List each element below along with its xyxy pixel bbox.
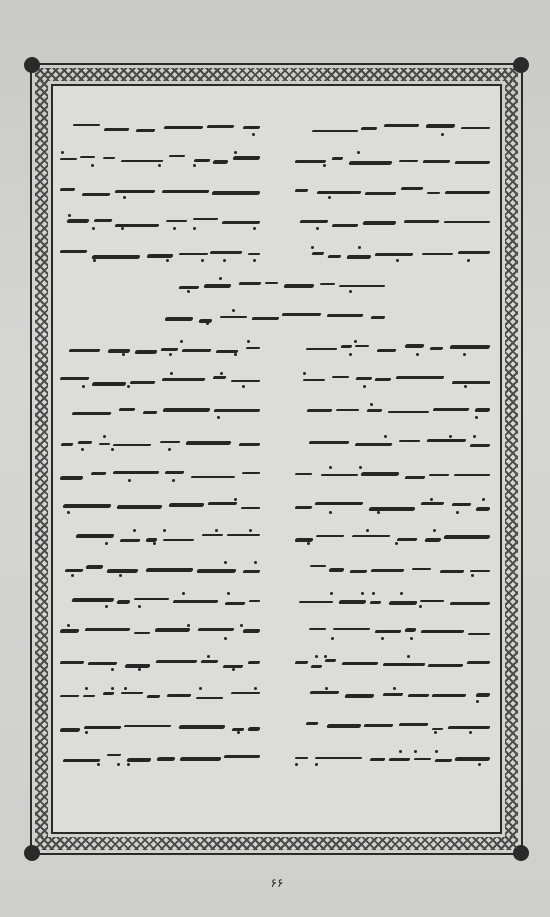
hemistich-handwriting <box>295 465 490 483</box>
hemistich-handwriting <box>60 591 260 609</box>
hemistich-handwriting <box>295 213 490 231</box>
page-number: ۶۶ <box>270 876 284 890</box>
verse-line <box>60 616 490 648</box>
corner-ornament <box>513 57 529 73</box>
hemistich-handwriting <box>295 623 490 641</box>
verse-line <box>60 742 490 774</box>
hemistich-handwriting <box>60 623 260 641</box>
hemistich-handwriting <box>295 339 490 357</box>
hemistich-handwriting <box>60 119 260 137</box>
hemistich-handwriting <box>295 717 490 735</box>
corner-ornament <box>24 845 40 861</box>
hemistich-handwriting <box>295 402 490 420</box>
hemistich-handwriting <box>60 717 260 735</box>
verse-line <box>60 459 490 491</box>
hemistich-handwriting <box>60 213 260 231</box>
verse-line <box>60 396 490 428</box>
hemistich-handwriting <box>295 591 490 609</box>
corner-ornament <box>24 57 40 73</box>
hemistich-handwriting <box>295 371 490 389</box>
hemistich-handwriting <box>165 308 385 326</box>
hemistich-handwriting <box>295 654 490 672</box>
hemistich-handwriting <box>60 434 260 452</box>
verse-line <box>60 427 490 459</box>
hemistich-handwriting <box>60 749 260 767</box>
hemistich-handwriting <box>295 560 490 578</box>
hemistich-handwriting <box>295 119 490 137</box>
hemistich-handwriting <box>295 434 490 452</box>
hemistich-handwriting <box>60 528 260 546</box>
hemistich-handwriting <box>60 150 260 168</box>
hemistich-handwriting <box>295 245 490 263</box>
hemistich-handwriting <box>60 182 260 200</box>
hemistich-handwriting <box>60 371 260 389</box>
hemistich-handwriting <box>60 245 260 263</box>
hemistich-handwriting <box>295 150 490 168</box>
hemistich-handwriting <box>60 497 260 515</box>
verse-line <box>60 679 490 711</box>
hemistich-handwriting <box>60 654 260 672</box>
verse-line <box>60 301 490 333</box>
verse-line <box>60 112 490 144</box>
hemistich-handwriting <box>295 528 490 546</box>
verse-line <box>60 144 490 176</box>
verse-line <box>60 522 490 554</box>
hemistich-handwriting <box>60 339 260 357</box>
hemistich-handwriting <box>295 497 490 515</box>
hemistich-handwriting <box>60 686 260 704</box>
verse-line <box>60 333 490 365</box>
poem-body <box>60 112 490 774</box>
hemistich-handwriting <box>60 465 260 483</box>
hemistich-handwriting <box>165 276 385 294</box>
verse-line <box>60 585 490 617</box>
hemistich-handwriting <box>295 686 490 704</box>
verse-line <box>60 270 490 302</box>
verse-line <box>60 553 490 585</box>
hemistich-handwriting <box>295 749 490 767</box>
verse-line <box>60 364 490 396</box>
hemistich-handwriting <box>295 182 490 200</box>
verse-line <box>60 711 490 743</box>
corner-ornament <box>513 845 529 861</box>
verse-line <box>60 490 490 522</box>
hemistich-handwriting <box>60 402 260 420</box>
verse-line <box>60 175 490 207</box>
hemistich-handwriting <box>60 560 260 578</box>
verse-line <box>60 648 490 680</box>
verse-line <box>60 238 490 270</box>
verse-line <box>60 207 490 239</box>
